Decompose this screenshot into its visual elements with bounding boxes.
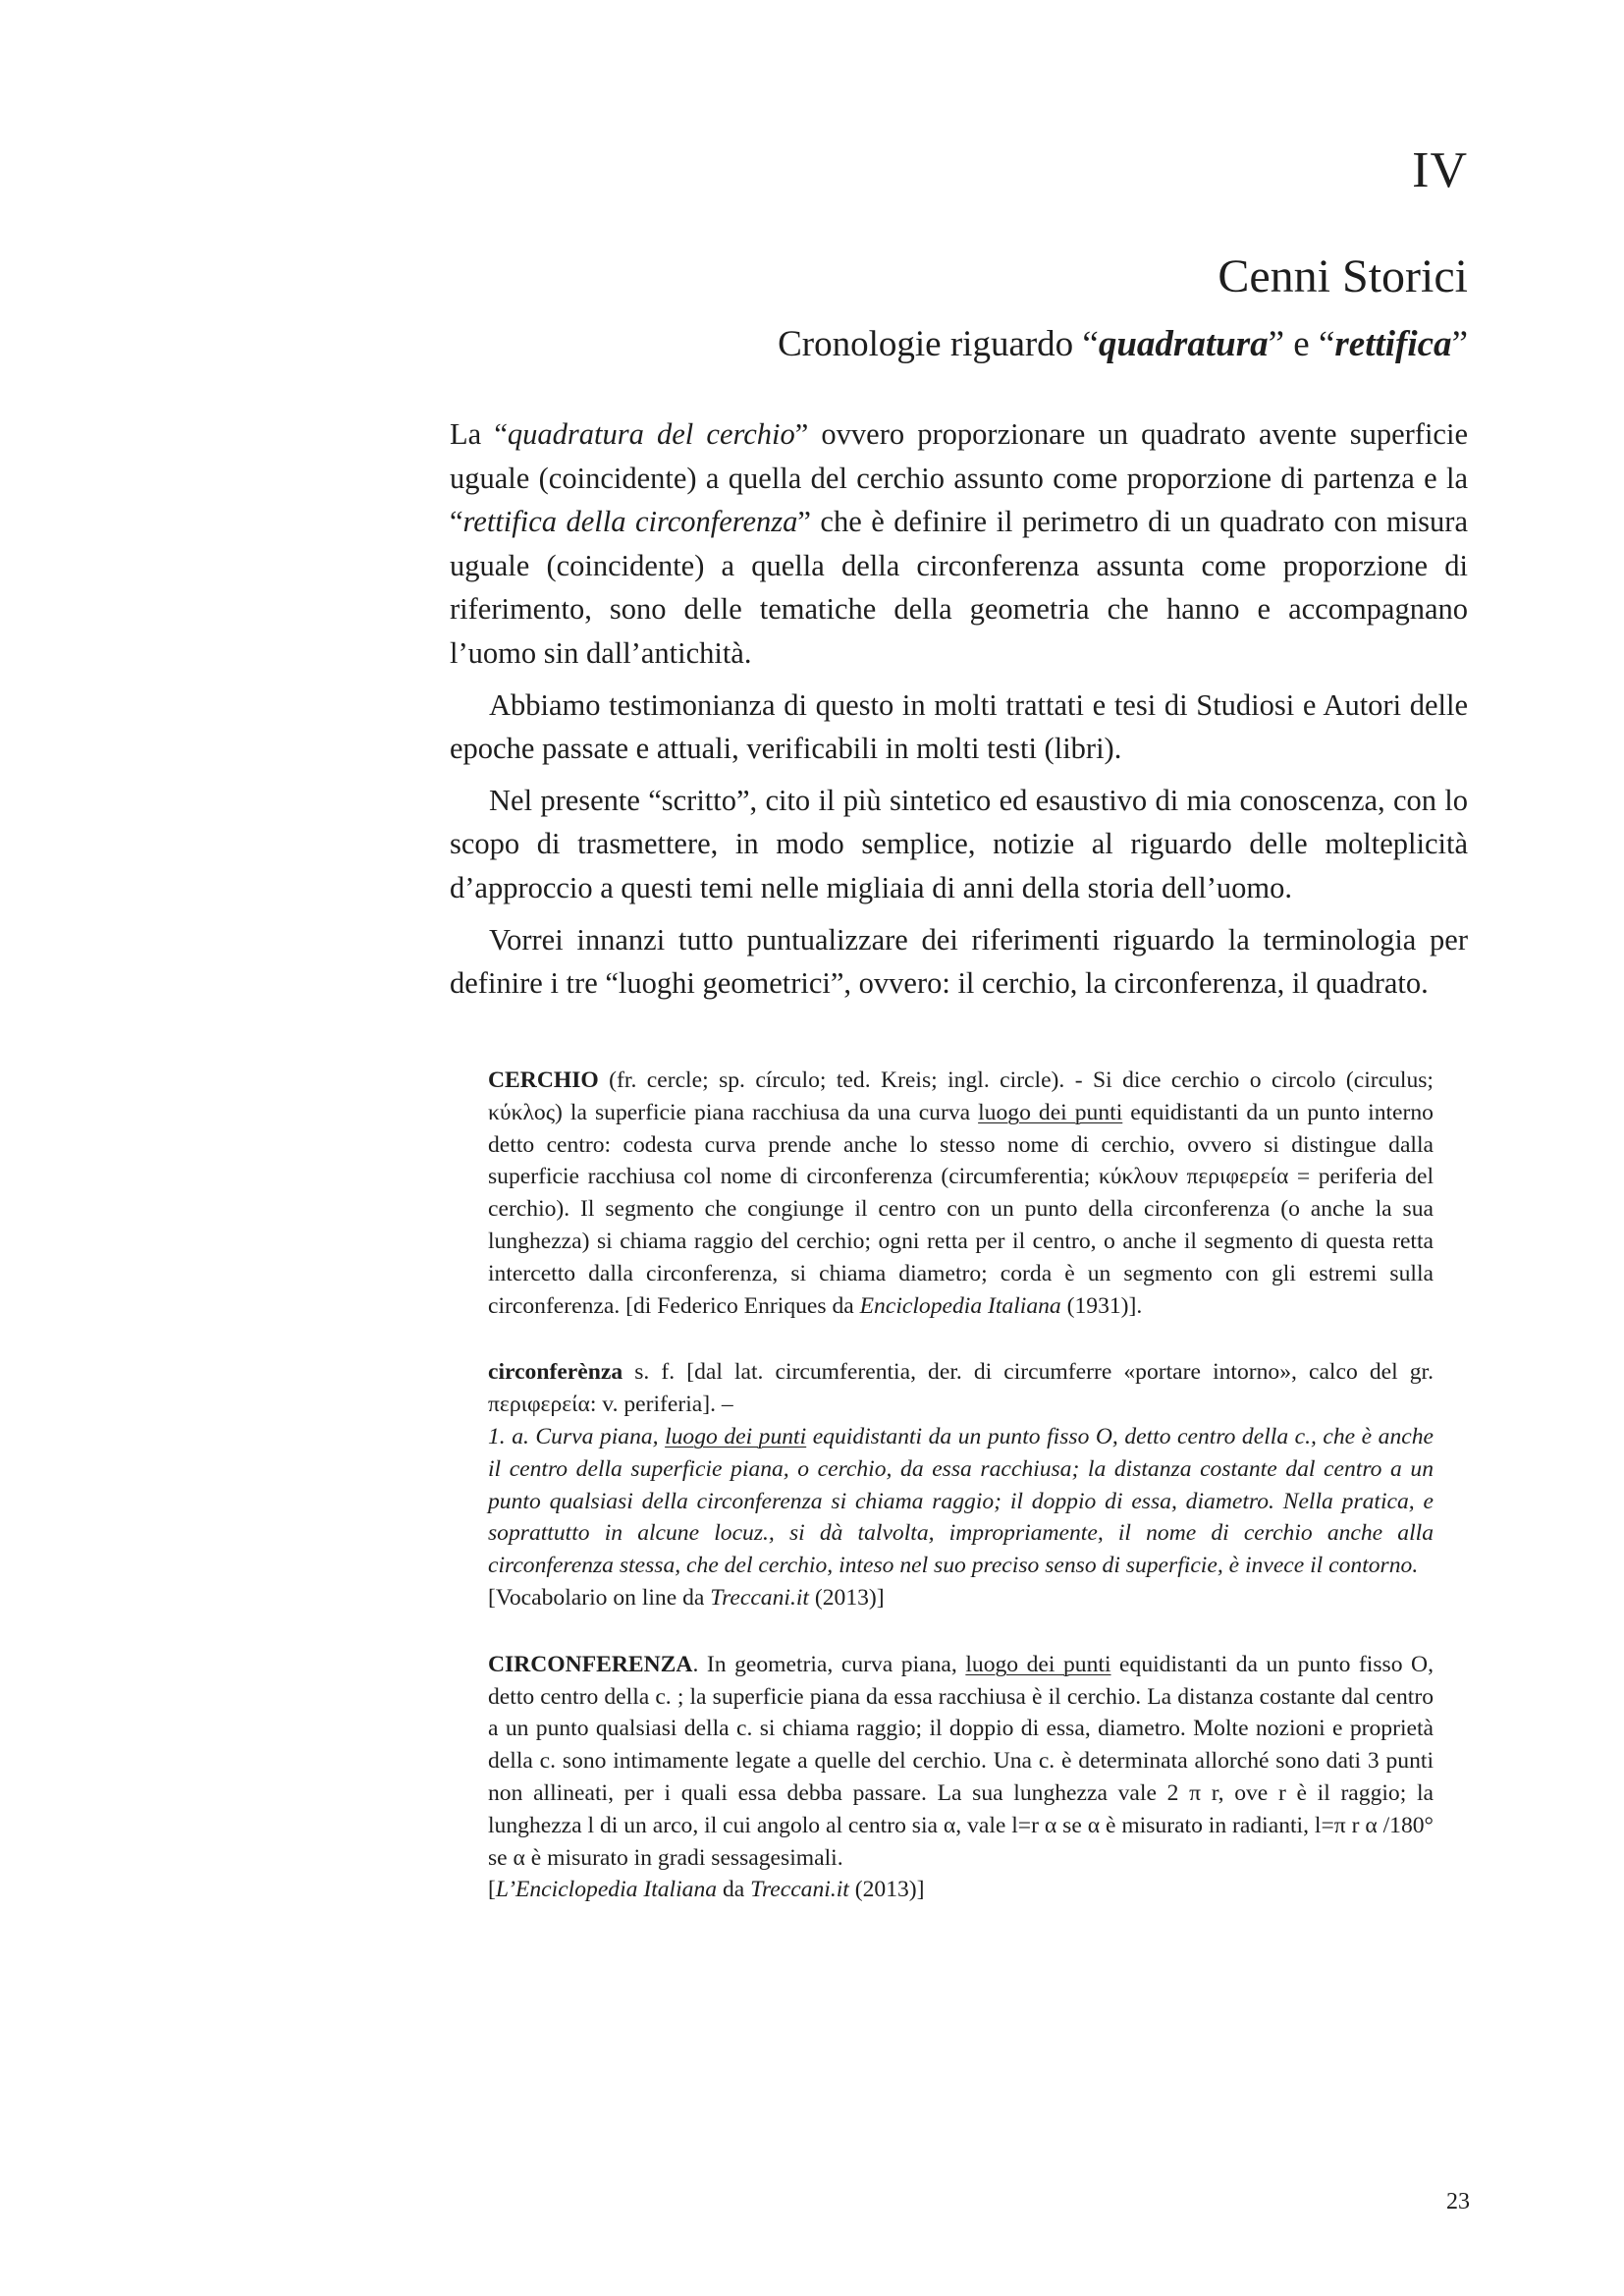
definition-circonferenza-source-b: (2013)] [808,1584,885,1611]
definition-circonferenza-treccani [488,1356,1434,1613]
definition-cerchio-text-2: equidistanti da un punto interno detto centro: codesta curva prende anche lo stesso nome di cerchio, ovvero si distingue dalla superficie racchiusa col nome di circonferenza (circumferentia; κύκλουν περιφερεία = periferia del cerchio). Il segmento che congiunge il centro con un punto della circonferenza (o anche la sua lunghezza) si chiama raggio del cerchio; ogni retta per il centro, o anche il segmento di questa retta intercetto dalla circonferenza, si chiama diametro; corda è un segmento con gli estremi sulla circonferenza. [di Federico Enriques da [488,1099,1434,1319]
definition-circonferenza-text-1: s. f. [dal lat. circumferentia, der. di circumferre «portare intorno», calco del gr. περιφερεία: v. periferia]. – [488,1359,1434,1418]
definition-circonferenza-upper-link: luogo dei punti [965,1651,1111,1677]
definition-circonferenza-italic-2: equidistanti da un punto fisso O, detto centro della c., che è anche il centro della superficie piana, o cerchio, da essa racchiusa; la distanza costante dal centro a un punto qualsiasi della circonferenza si chiama raggio; il doppio di essa, diametro. Nella pratica, e soprattutto in alcune locuz., si dà talvolta, impropriamente, il nome di cerchio anche alla circonferenza stessa, che del cerchio, inteso nel suo preciso senso di superficie, è invece il contorno. [488,1423,1434,1579]
chapter-subtitle [778,326,1468,362]
subtitle-suffix: ” [1451,324,1468,364]
definition-circonferenza-head: circonferènza [488,1359,623,1386]
definition-cerchio [488,1065,1434,1322]
subtitle-middle: ” e “ [1268,324,1335,364]
definition-circonferenza-upper-text-1: . In geometria, curva piana, [692,1651,966,1677]
definition-circonferenza-italic-1: 1. a. Curva piana, [488,1423,666,1449]
paragraph-4: Vorrei innanzi tutto puntualizzare dei riferimenti riguardo la terminologia per definire i tre “luoghi geometrici”, ovvero: il cerchio, la circonferenza, il quadrato. [450,922,1468,1001]
definition-circonferenza-upper-source-italic-2: Treccani.it [750,1877,849,1903]
definition-cerchio-text-1: (fr. cercle; sp. círculo; ted. Kreis; ingl. circle). - Si dice cerchio o circolo (circulus; κύκλος) la superficie piana racchiusa da una curva [488,1067,1434,1125]
definition-circonferenza-source-a: [Vocabolario on line da [488,1584,711,1611]
paragraph-1 [450,412,1468,676]
paragraph-3: Nel presente “scritto”, cito il più sintetico ed esaustivo di mia conoscenza, con lo scopo di trasmettere, in modo semplice, notizie al riguardo delle molteplicità d’approccio a questi temi nelle migliaia di anni della storia dell’uomo. [450,783,1468,904]
definition-circonferenza-source-italic: Treccani.it [710,1584,809,1611]
paragraph-2: Abbiamo testimonianza di questo in molti trattati e tesi di Studiosi e Autori delle epoche passate e attuali, verificabili in molti testi (libri). [450,687,1468,766]
body-text [450,412,1468,1006]
definition-circonferenza-upper-source-mid: da [717,1877,751,1903]
definition-circonferenza-upper-source-b: (2013)] [848,1877,925,1903]
definition-circonferenza-upper-head: CIRCONFERENZA [488,1651,693,1677]
p1-italic-quadratura: quadratura del cerchio [507,417,795,451]
subtitle-word-rettifica: rettifica [1334,324,1452,364]
p1-italic-rettifica: rettifica della circonferenza [462,505,798,539]
p1-text-a: La “ [450,417,508,451]
definition-circonferenza-enciclopedia [488,1649,1434,1906]
definition-circonferenza-upper-text-2: equidistanti da un punto fisso O, detto centro della c. ; la superficie piana da essa racchiusa è il cerchio. La distanza costante dal centro a un punto qualsiasi della c. si chiama raggio; il doppio di essa, diametro. Molte nozioni e proprietà della c. sono intimamente legate a quelle del cerchio. Una c. è determinata allorché sono dati 3 punti non allineati, per i quali essa debba passare. La sua lunghezza vale 2 π r, ove r è il raggio; la lunghezza l di un arco, il cui angolo al centro sia α, vale l=r α se α è misurato in radianti, l=π r α /180° se α è misurato in gradi sessagesimali. [488,1651,1434,1871]
chapter-title: Cenni Storici [1218,250,1468,302]
definitions-block [488,1065,1434,1941]
definition-cerchio-head: CERCHIO [488,1067,599,1093]
definition-cerchio-text-3: (1931)]. [1060,1292,1143,1319]
p1-text-e: ” che è definire il perimetro di un quadrato con misura uguale (coincidente) a quella della circonferenza assunta come proporzione di riferimento, sono delle tematiche della geometria che hanno e accompagnano l’uomo sin dall’antichità. [450,505,1468,670]
definition-cerchio-link: luogo dei punti [978,1099,1123,1125]
subtitle-word-quadratura: quadratura [1098,324,1269,364]
definition-circonferenza-upper-source-a: [ [488,1877,496,1903]
definition-cerchio-source: Enciclopedia Italiana [859,1292,1061,1319]
definition-circonferenza-upper-source-italic-1: L’Enciclopedia Italiana [495,1877,718,1903]
page-number: 23 [1446,2189,1470,2214]
subtitle-prefix: Cronologie riguardo “ [778,324,1099,364]
p1-text-c: ” ovvero proporzionare un quadrato avente superficie uguale (coincidente) a quella del cerchio assunto come proporzione di partenza e la “ [450,417,1468,539]
definition-circonferenza-link: luogo dei punti [665,1423,807,1449]
chapter-number: IV [1412,142,1468,198]
